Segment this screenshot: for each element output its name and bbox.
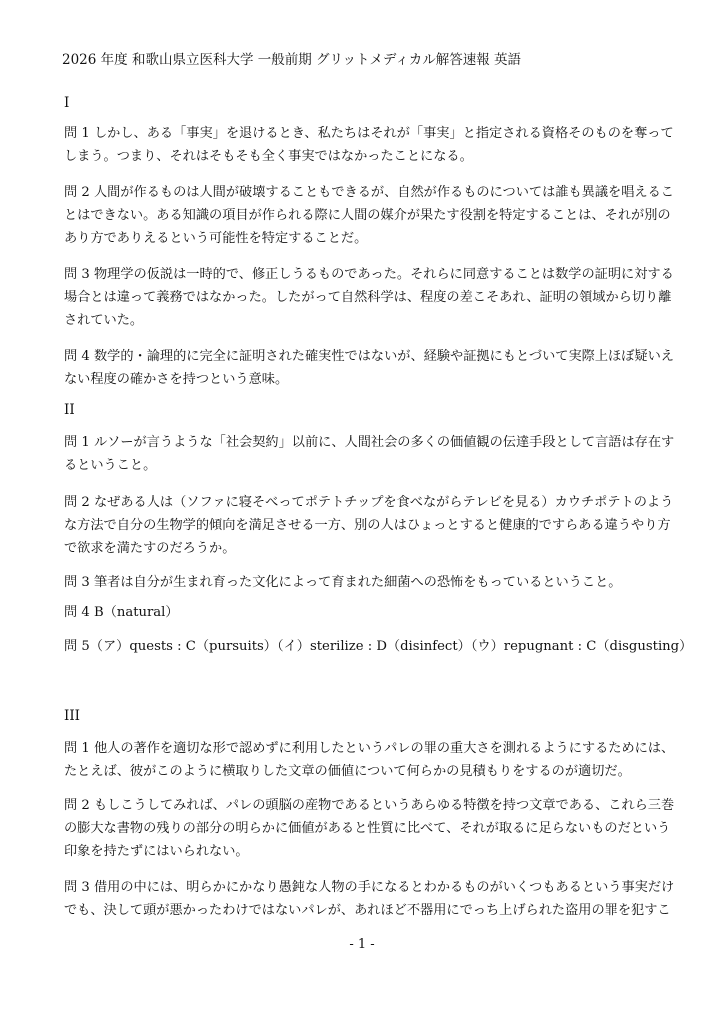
answer-2-3: [64, 571, 664, 594]
answer-line: 場合とは違って義務ではなかった。したがって自然科学は、程度の差こそあれ、証明の領域から切り離: [64, 290, 672, 305]
answer-2-2: [64, 491, 674, 560]
answer-line: 問 2 もしこうしてみれば、パレの頭脳の産物であるというあらゆる特徴を持つ文章である、これら三巻: [64, 798, 675, 813]
answer-3-1: [64, 737, 675, 783]
answer-1-4: [64, 345, 674, 391]
document-title: 2026 年度 和歌山県立医科大学 一般前期 グリットメディカル解答速報 英語: [62, 52, 522, 68]
answer-2-4: [64, 601, 664, 624]
answer-line: 問 1 しかし、ある「事実」を退けるとき、私たちはそれが「事実」と指定される資格そのものを奪って: [64, 126, 674, 141]
answer-2-1: [64, 431, 675, 477]
answer-line: な方法で自分の生物学的傾向を満足させる一方、別の人はひょっとすると健康的ですらある違うやり方: [64, 518, 671, 533]
section-label-2: II: [64, 402, 75, 418]
answer-1-3: [64, 263, 674, 332]
answer-line: の膨大な書物の残りの部分の明らかに価値があると性質に比べて、それが取るに足らないものだという: [64, 821, 671, 836]
answer-1-2: [64, 181, 674, 250]
answer-line: 問 1 他人の著作を適切な形で認めずに利用したというパレの罪の重大さを測れるようにするためには、: [64, 741, 675, 756]
answer-line: ない程度の確かさを持つという意味。: [64, 372, 289, 387]
answer-line: とはできない。ある知識の項目が作られる際に人間の媒介が果たす役割を特定することは、それが別の: [64, 208, 671, 223]
answer-line: で欲求を満たすのだろうか。: [64, 541, 236, 556]
section-label-1: I: [64, 95, 70, 111]
answer-line: 印象を持たずにはいられない。: [64, 844, 249, 859]
answer-2-5: [64, 635, 693, 658]
answer-line: 問 3 借用の中には、明らかにかなり愚鈍な人物の手になるとわかるものがいくつもあるという事実だけ: [64, 880, 675, 895]
answer-line: 問 4 B（natural）: [64, 605, 179, 620]
answer-line: 問 5（ア）quests : C（pursuits）（イ）sterilize : D（disinfect）（ウ）repugnant : C（disgusting）: [64, 639, 693, 654]
answer-line: るということ。: [64, 458, 157, 473]
answer-1-1: [64, 122, 674, 168]
answer-line: 問 3 物理学の仮説は一時的で、修正しうるものであった。それらに同意することは数学の証明に対する: [64, 267, 674, 282]
answer-line: でも、決して頭が悪かったわけではないパレが、あれほど不器用にでっち上げられた盗用の罪を犯すこ: [64, 903, 671, 918]
section-label-3: III: [64, 708, 80, 724]
answer-3-2: [64, 794, 675, 863]
answer-line: 問 2 なぜある人は（ソファに寝そべってポテトチップを食べながらテレビを見る）カウチポテトのよう: [64, 495, 674, 510]
answer-line: たとえば、彼がこのように横取りした文章の価値について何らかの見積もりをするのが適切だ。: [64, 764, 631, 779]
page-number: - 1 -: [349, 937, 375, 952]
answer-line: 問 2 人間が作るものは人間が破壊することもできるが、自然が作るものについては誰も異議を唱えるこ: [64, 185, 674, 200]
answer-line: あり方でありえるという可能性を特定することだ。: [64, 231, 368, 246]
answer-line: されていた。: [64, 313, 144, 328]
answer-line: 問 1 ルソーが言うような「社会契約」以前に、人間社会の多くの価値観の伝達手段として言語は存在す: [64, 435, 675, 450]
answer-3-3: [64, 876, 675, 922]
answer-line: 問 3 筆者は自分が生まれ育った文化によって育まれた細菌への恐怖をもっているということ。: [64, 575, 622, 590]
answer-line: しまう。つまり、それはそもそも全く事実ではなかったことになる。: [64, 149, 473, 164]
answer-line: 問 4 数学的・論理的に完全に証明された確実性ではないが、経験や証拠にもとづいて実際上ほぼ疑いえ: [64, 349, 674, 364]
